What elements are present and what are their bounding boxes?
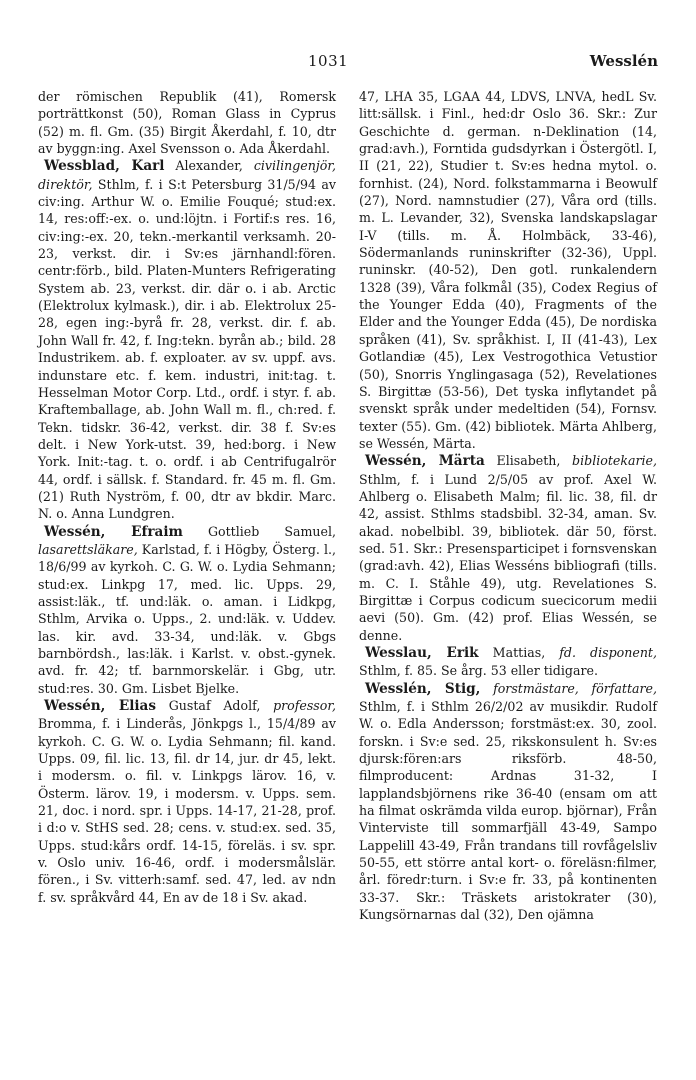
entry-body: Sthlm, f. 85. Se årg. 53 eller tidigare. [359, 663, 598, 679]
page-number: 1031 [308, 52, 349, 70]
biography-entry [359, 644, 657, 680]
entry-name: Wesslau, Erik [365, 645, 479, 661]
entry-given-names: Gustaf Adolf, [156, 698, 274, 714]
running-head: Wesslén [589, 52, 658, 70]
biography-entry [38, 523, 336, 697]
biography-entry [359, 452, 657, 644]
entry-name: Wessén, Märta [365, 453, 485, 470]
entry-occupation: forstmästare, författare, [493, 680, 657, 696]
entry-given-names: Elisabeth, [484, 453, 573, 469]
entry-name: Wessblad, Karl [44, 158, 165, 175]
right-column [359, 88, 657, 924]
left-column [38, 88, 336, 906]
entry-occupation: civilingenjör, direktör, [38, 158, 336, 192]
entry-occupation: professor, [273, 698, 336, 714]
entry-given-names: Alexander, [164, 158, 254, 174]
biography-entry [38, 157, 336, 522]
entry-body: Sthlm, f. i Lund 2/5/05 av prof. Axel W. Ahlberg o. Elisabeth Malm; fil. lic. 38, fil. dr 42, assist. Sthlms stadsbibl. 32-34, aman. Sv. akad. nobelbibl. 39, bibliotek. där 50, först. sed. 51. Skr.: Presensparticipet i fornsvenskan (grad:avh. 42), Elias Wesséns bibliografi (tills. m. C. I. Ståhle 49), utg. Revelationes S. Birgittæ i Corpus codicum suecicorum medii aevi (50). Gm. (42) prof. Elias Wessén, se denne. [359, 471, 657, 643]
entry-occupation: bibliotekarie, [572, 453, 657, 469]
entry-body: Sthlm, f. i Sthlm 26/2/02 av musikdir. Rudolf W. o. Edla Andersson; forstmäst:ex. 30, zool. forskn. i Sv:e sed. 25, rikskonsulent h. Sv:es djursk:fören:ars riksförb. 48-50, filmproducent: Ardnas 31-32, I lapplandsbjörnens rike 36-40 (ensam om att ha filmat oskrämda vilda europ. björnar), Från Vinterviste till sommarfjäll 43-49, Sampo Lappelill 43-49, Från trandans till rovfågelsliv 50-55, ett större antal kort- o. föreläsn:filmer, årl. föredr:turn. i Sv:e fr. 33, på kontinenten 33-37. Skr.: Träskets aristokrater (30), Kungsörnarnas dal (32), Den ojämna [359, 699, 657, 923]
entry-body: Bromma, f. i Linderås, Jönkpgs l., 15/4/89 av kyrkoh. C. G. W. o. Lydia Sehmann; fil. kand. Upps. 09, fil. lic. 13, fil. dr 14, jur. dr 45, lekt. i modersm. o. fil. v. Linkpgs lärov. 16, v. Österm. lärov. 19, i modersm. v. Upps. sem. 21, doc. i nord. spr. i Upps. 14-17, 21-28, prof. i d:o v. StHS sed. 28; cens. v. stud:ex. sed. 35, Upps. stud:kårs ordf. 14-15, föreläs. i sv. spr. v. Oslo univ. 16-46, ordf. i modersmålslär. fören., i Sv. vitterh:samf. sed. 47, led. av ndn f. sv. språkvård 44, En av de 18 i Sv. akad. [38, 716, 336, 905]
entry-body: Karlstad, f. i Högby, Österg. l., 18/6/99 av kyrkoh. C. G. W. o. Lydia Sehmann; stud:ex. Linkpg 17, med. lic. Upps. 29, assist:läk., tf. und:läk. o. aman. i Lidkpg, Sthlm, Arvika o. Upps., 2. und:läk. v. Uddev. las. kir. avd. 33-34, und:läk. v. Gbgs barnbördsh., las:läk. i Karlst. v. obst.-gynek. avd. fr. 42; tf. barnmorskelär. i Gbg, utr. stud:res. 30. Gm. Lisbet Bjelke. [38, 541, 336, 696]
page-header [0, 52, 696, 76]
entry-given-names [480, 681, 493, 696]
entry-name: Wessén, Elias [44, 698, 156, 715]
entry-name: Wessén, Efraim [44, 523, 183, 540]
biography-entry [38, 697, 336, 906]
entry-occupation: fd. disponent, [559, 645, 657, 660]
entry-given-names: Gottlieb Samuel, [182, 523, 336, 539]
entry-given-names: Mattias, [478, 645, 560, 660]
entry-name: Wesslén, Stig, [365, 680, 481, 697]
continuation-text: 47, LHA 35, LGAA 44, LDVS, LNVA, hedL Sv. litt:sällsk. i Finl., hed:dr Oslo 36. Skr.: Zur Geschichte d. german. n-Deklination (14, grad:avh.), Forntida gudsdyrkan i Östergötl. I, II (21, 22), Studier t. Sv:es hedna mytol. o. fornhist. (24), Nord. folkstammarna i Beowulf (27), Nord. namnstudier (27), Våra ord (tills. m. L. Levander, 32), Svenska landskapslagar I-V (tills. m. Å. Holmbäck, 33-46), Södermanlands runinskrifter (32-36), Uppl. runinskr. (40-52), Den gotl. runkalendern 1328 (39), Våra folkmål (35), Codex Regius of the Younger Edda (40), Fragments of the Elder and the Younger Edda (45), De nordiska språken (41), Sv. språkhist. I, II (41-43), Lex Gotlandiæ (45), Lex Vestrogothica Vetustior (50), Snorris Ynglingasaga (52), Revelationes S. Birgittæ (53-56), Det tyska inflytandet på svenskt språk under medeltiden (54), Fornsv. texter (55). Gm. (42) bibliotek. Märta Ahlberg, se Wessén, Märta. [359, 89, 657, 451]
entry-body: Sthlm, f. i S:t Petersburg 31/5/94 av civ:ing. Arthur W. o. Emilie Fouqué; stud:ex. 14, res:off:-ex. o. und:löjtn. i Fortif:s res. 16, civ:ing:-ex. 20, tekn.-merkantil verksamh. 20-23, verkst. dir. i Sv:es järnhandl:fören. centr:förb., bild. Platen-Munters Refrigerating System ab. 23, verkst. dir. där o. i ab. Arctic (Elektrolux kylmask.), dir. i ab. Elektrolux 25-28, egen ing:-byrå fr. 28, verkst. dir. f. ab. John Wall fr. 42, f. Ing:tekn. byrån ab.; bild. 28 Industrikem. ab. f. exploater. av sv. uppf. avs. indunstare etc. f. kem. industri, init:tag. t. Hesselman Motor Corp. Ltd., ordf. i styr. f. ab. Kraftemballage, ab. John Wall m. fl., ch:red. f. Tekn. tidskr. 36-42, verkst. dir. 38 f. Sv:es delt. i New York-utst. 39, hed:borg. i New York. Init:-tag. t. o. ordf. i ab Centrifugalrör 44, ordf. i sällsk. f. Standard. fr. 45 m. fl. Gm. (21) Ruth Nyström, f. 00, dtr av bkdir. Marc. N. o. Anna Lundgren. [38, 176, 336, 522]
continuation-text: der römischen Republik (41), Romersk porträttkonst (50), Roman Glass in Cyprus (52) m. fl. Gm. (35) Birgit Åkerdahl, f. 10, dtr av byggn:ing. Axel Svensson o. Ada Åkerdahl. [38, 89, 336, 157]
entry-occupation: lasarettsläkare, [38, 541, 138, 557]
biography-entry [359, 680, 657, 924]
